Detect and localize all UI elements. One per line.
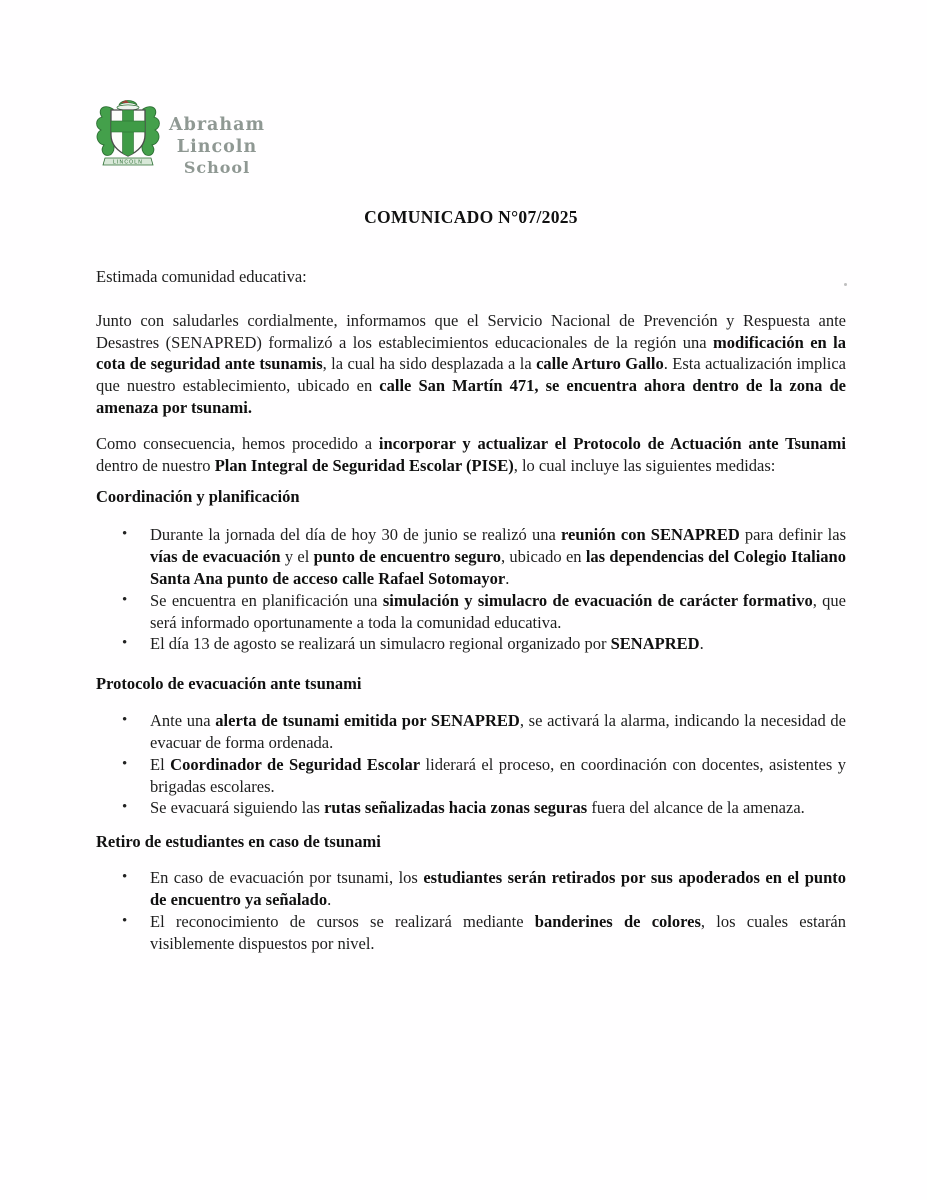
bullet-item: • El Coordinador de Seguridad Escolar liderará el proceso, en coordinación con docentes, asistentes y brigadas escolares. xyxy=(150,754,846,798)
shield-cross-horizontal xyxy=(111,121,145,132)
crest-torse xyxy=(117,105,139,110)
bullet-item: • Se encuentra en planificación una simulación y simulacro de evacuación de carácter formativo, que será informado oportunamente a toda la comunidad educativa. xyxy=(150,590,846,634)
section-heading-retiro: Retiro de estudiantes en caso de tsunami xyxy=(96,832,381,852)
bullet-item: • Durante la jornada del día de hoy 30 de junio se realizó una reunión con SENAPRED para definir las vías de evacuación y el punto de encuentro seguro, ubicado en las dependencias del Colegio Italiano Santa Ana punto de acceso calle Rafael Sotomayor. xyxy=(150,524,846,589)
bullet-item: • Ante una alerta de tsunami emitida por SENAPRED, se activará la alarma, indicando la necesidad de evacuar de forma ordenada. xyxy=(150,710,846,754)
bullet-item: • Se evacuará siguiendo las rutas señalizadas hacia zonas seguras fuera del alcance de la amenaza. xyxy=(150,797,846,819)
bullet-list-protocolo xyxy=(96,710,846,819)
shield-cross-vertical xyxy=(123,110,134,156)
bullet-item: • En caso de evacuación por tsunami, los estudiantes serán retirados por sus apoderados en el punto de encuentro ya señalado. xyxy=(150,867,846,911)
bullet-list-coordinacion xyxy=(96,524,846,655)
school-name-line2: School xyxy=(183,158,251,177)
school-name xyxy=(146,114,288,178)
section-heading-coordinacion: Coordinación y planificación xyxy=(96,487,300,507)
salutation: Estimada comunidad educativa: xyxy=(96,267,307,286)
document-content xyxy=(96,202,846,954)
school-name-line1: Abraham Lincoln xyxy=(169,115,265,157)
bullet-item: • El día 13 de agosto se realizará un simulacro regional organizado por SENAPRED. xyxy=(150,633,846,655)
paragraph-intro: Junto con saludarles cordialmente, informamos que el Servicio Nacional de Prevención y Respuesta ante Desastres (SENAPRED) formalizó a los establecimientos educacionales de la región una modificación en la cota de seguridad ante tsunamis, la cual ha sido desplazada a la calle Arturo Gallo. Esta actualización implica que nuestro establecimiento, ubicado en calle San Martín 471, se encuentra ahora dentro de la zona de amenaza por tsunami. xyxy=(96,310,847,417)
scan-artifact-dot xyxy=(844,283,847,286)
bullet-list-retiro xyxy=(96,867,846,954)
bullet-item: • El reconocimiento de cursos se realizará mediante banderines de colores, los cuales estarán visiblemente dispuestos por nivel. xyxy=(150,911,846,955)
banner-text: LINCOLN xyxy=(112,159,144,166)
section-heading-protocolo: Protocolo de evacuación ante tsunami xyxy=(96,674,362,694)
paragraph-consequence: Como consecuencia, hemos procedido a incorporar y actualizar el Protocolo de Actuación ante Tsunami dentro de nuestro Plan Integral de Seguridad Escolar (PISE), lo cual incluye las siguientes medidas: xyxy=(96,433,847,475)
document-title: COMUNICADO N°07/2025 xyxy=(364,207,578,227)
